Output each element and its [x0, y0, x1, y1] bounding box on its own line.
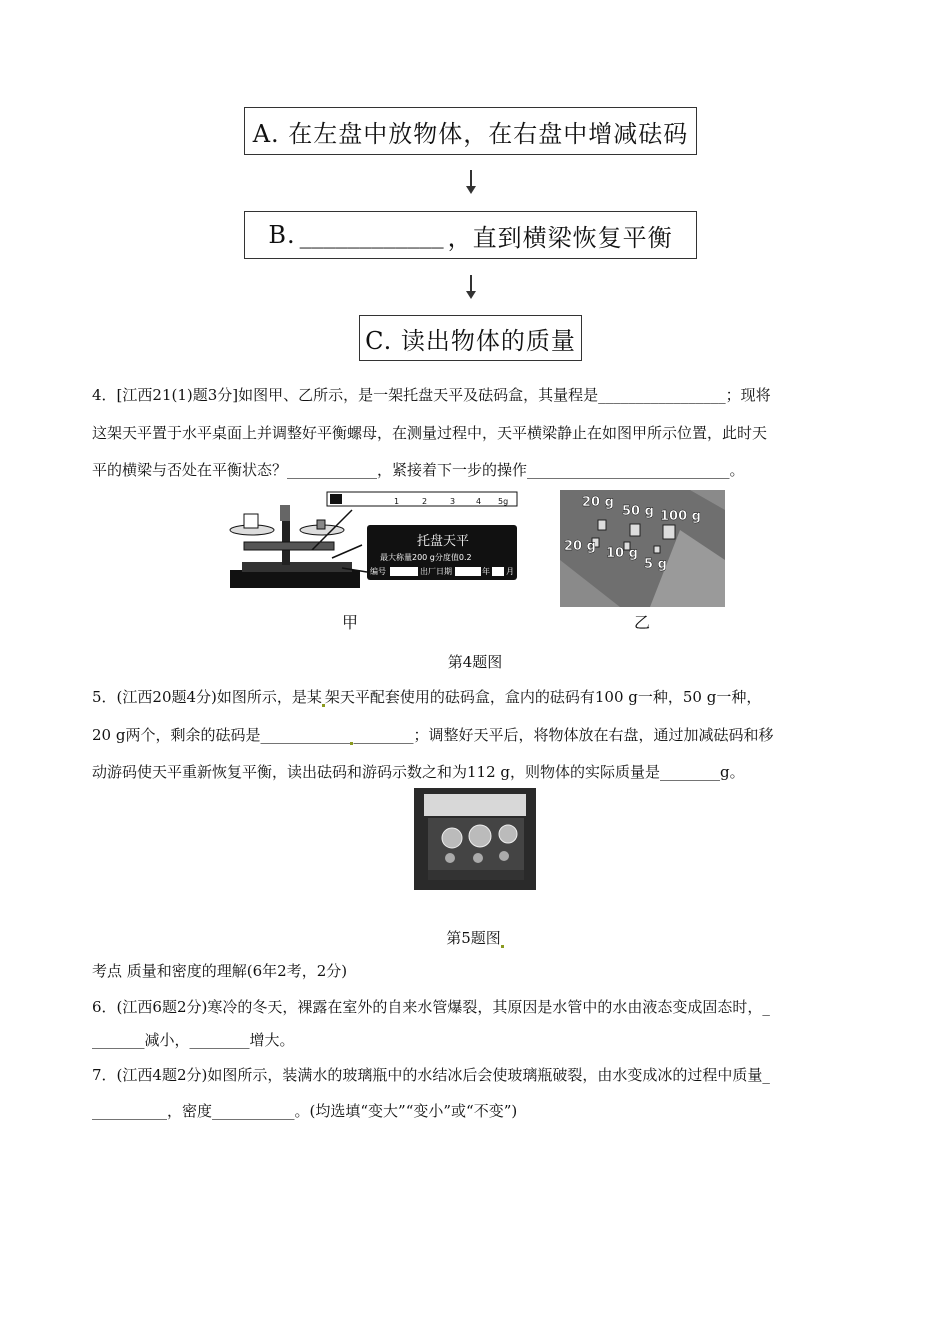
flow-step-b-blank: ____________	[299, 221, 444, 249]
nameplate-number: 编号	[370, 567, 386, 576]
q5-figure-caption-text: 第5题图	[446, 929, 501, 947]
weight-label: 50 g	[622, 504, 654, 519]
section-heading: 考点 质量和密度的理解(6年2考，2分)	[92, 962, 348, 980]
weight-box-image	[414, 788, 536, 890]
down-arrow-icon	[470, 275, 472, 297]
weight-box-photo-q5	[414, 788, 536, 890]
nameplate-line-1: 最大称量200 g分度值0.2	[380, 553, 472, 562]
q7-line-2: __________，密度___________。(均选填“变大”“变小”或“不变”)	[92, 1102, 518, 1120]
down-arrow-icon	[470, 170, 472, 192]
caption-jia: 甲	[342, 613, 359, 632]
flow-step-b-suffix: ，直到横梁恢复平衡	[447, 223, 673, 252]
caption-yi: 乙	[634, 613, 651, 632]
q5-line-1	[92, 686, 872, 707]
q6-line-1: 6．(江西6题2分)寒冷的冬天，裸露在室外的自来水管爆裂，其原因是水管中的水由液态变成固态时，_	[92, 998, 770, 1016]
q7-line-1: 7．(江西4题2分)如图所示，装满水的玻璃瓶中的水结冰后会使玻璃瓶破裂，由水变成冰的过程中质量_	[92, 1066, 770, 1084]
q4-line-2: 这架天平置于水平桌面上并调整好平衡螺母，在测量过程中，天平横梁静止在如图甲所示位置，此时天	[92, 424, 768, 442]
q5-line-2b: ________；调整好天平后，将物体放在右盘，通过加减砝码和移	[353, 726, 774, 744]
weight-label: 100 g	[660, 509, 701, 524]
q5-line-3: 动游码使天平重新恢复平衡，读出砝码和游码示数之和为112 g，则物体的实际质量是________g。	[92, 763, 745, 781]
weight-label: 20 g	[564, 539, 596, 554]
ruler-tick: 5g	[498, 497, 509, 506]
q5-figure-caption	[0, 927, 950, 948]
flow-step-b-prefix: B.	[268, 221, 296, 249]
q4-line-3: 平的横梁与否处在平衡状态？____________，紧接着下一步的操作___________________________。	[92, 461, 745, 479]
mark-dot	[501, 945, 504, 948]
ruler-tick: 4	[476, 497, 482, 506]
q5-line-1a: 5．(江西20题4分)如图所示，是某	[92, 688, 322, 706]
flow-step-c	[359, 315, 582, 361]
weight-label: 10 g	[606, 546, 638, 561]
nameplate-date: 出厂日期	[420, 567, 452, 576]
weight-label: 5 g	[644, 557, 667, 572]
nameplate-year: 年	[482, 567, 490, 576]
weight-label: 20 g	[582, 495, 614, 510]
balance-drawing	[222, 490, 522, 595]
flow-step-a	[244, 107, 697, 155]
flow-step-c-text: C. 读出物体的质量	[365, 326, 576, 355]
flow-step-a-text: A. 在左盘中放物体，在右盘中增减砝码	[252, 119, 689, 148]
nameplate-title: 托盘天平	[417, 534, 470, 549]
ruler-tick: 1	[394, 497, 400, 506]
q5-line-2	[92, 724, 872, 745]
ruler-tick: 3	[450, 497, 456, 506]
balance-figure-jia	[222, 490, 522, 595]
q5-line-1b: 架天平配套使用的砝码盒，盒内的砝码有100 g一种，50 g一种，	[324, 688, 762, 706]
q5-line-2a: 20 g两个，剩余的砝码是____________	[92, 726, 351, 744]
flow-step-b	[244, 211, 697, 259]
q6-line-2: _______减小，________增大。	[92, 1031, 295, 1049]
weight-box-figure-yi	[560, 490, 725, 607]
weight-box-photo	[560, 490, 725, 607]
ruler-tick: 2	[422, 497, 428, 506]
q4-line-1: 4．[江西21(1)题3分]如图甲、乙所示，是一架托盘天平及砝码盒，其量程是_________________；现将	[92, 386, 771, 404]
q4-figure-caption: 第4题图	[447, 653, 503, 671]
nameplate-month: 月	[506, 567, 514, 576]
